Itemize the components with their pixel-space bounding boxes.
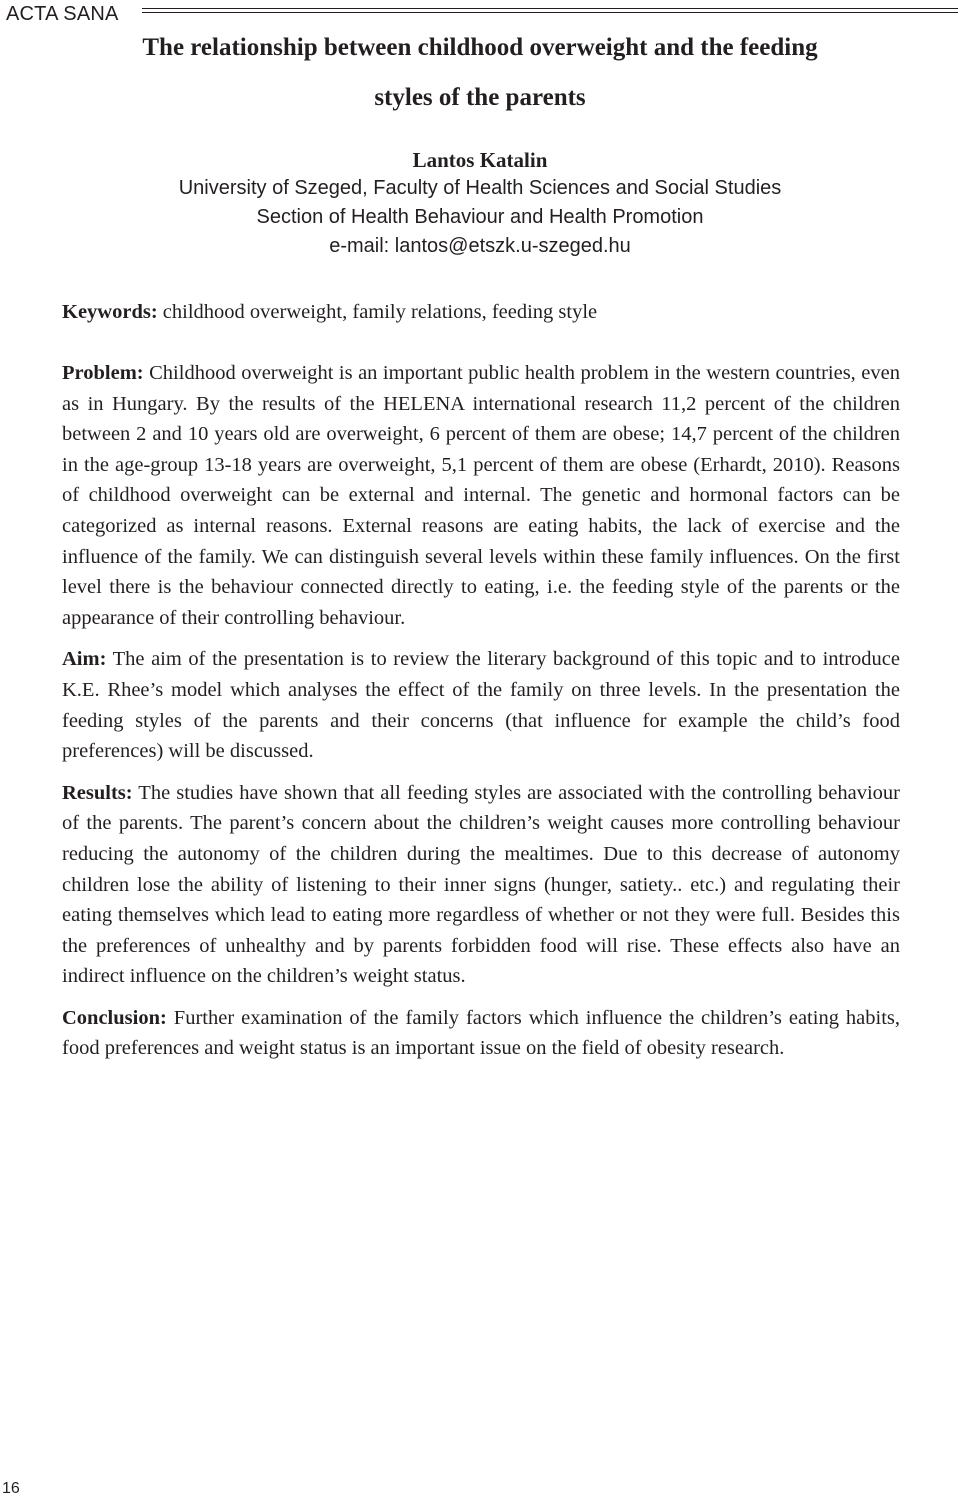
results-label: Results: [62,781,133,804]
aim-paragraph [62,644,900,766]
keywords [62,298,902,326]
results-text: The studies have shown that all feeding styles are associated with the controlling behaviour of the parents. The parent’s concern about the children’s weight causes more controlling behaviour reducing the autonomy of the children during the mealtimes. Due to this decrease of autonomy children lose the ability of listening to their inner signs (hunger, satiety.. etc.) and regulating their eating themselves which lead to eating more regardless of whether or not they were full. Besides this the preferences of unhealthy and by parents forbidden food will rise. These effects also have an indirect influence on the children’s weight status. [62,781,900,988]
aim-text: The aim of the presentation is to review the literary background of this topic and to introduce K.E. Rhee’s model which analyses the effect of the family on three levels. In the presentation the feeding styles of the parents and their concerns (that influence for example the child’s food preferences) will be discussed. [62,648,900,763]
page-number: 16 [2,1480,20,1497]
conclusion-text: Further examination of the family factors which influence the children’s eating habits, food preferences and weight status is an important issue on the field of obesity research. [62,1006,901,1060]
article-title-line-1: The relationship between childhood overweight and the feeding [142,34,818,61]
conclusion-label: Conclusion: [62,1006,167,1029]
author-email: e-mail: lantos@etszk.u-szeged.hu [329,235,631,257]
aim-label: Aim: [62,648,107,671]
abstract-body [62,358,900,1075]
problem-label: Problem: [62,362,144,384]
keywords-label: Keywords: [62,301,158,323]
journal-name: ACTA SANA [6,3,119,25]
results-paragraph [62,778,900,992]
keywords-text: childhood overweight, family relations, feeding style [162,301,598,323]
article-title-line-2: styles of the parents [374,84,586,111]
header-rule [142,8,958,13]
author-name: Lantos Katalin [412,148,548,172]
author-affiliation-1: University of Szeged, Faculty of Health Sciences and Social Studies [178,177,782,199]
problem-text: Childhood overweight is an important public health problem in the western countries, even as in Hungary. By the results of the HELENA international research 11,2 percent of the children between 2 and 10 years old are overweight, 6 percent of them are obese; 14,7 percent of the children in the age-group 13-18 years are overweight, 5,1 percent of them are obese (Erhardt, 2010). Reasons of childhood overweight can be external and internal. The genetic and hormonal factors can be categorized as internal reasons. External reasons are eating habits, the lack of exercise and the influence of the family. We can distinguish several levels within these family influences. On the first level there is the behaviour connected directly to eating, i.e. the feeding style of the parents or the appearance of their controlling behaviour. [62,362,901,629]
problem-paragraph [62,358,900,633]
conclusion-paragraph [62,1003,900,1064]
author-block [60,146,900,261]
author-affiliation-2: Section of Health Behaviour and Health Promotion [256,206,704,228]
